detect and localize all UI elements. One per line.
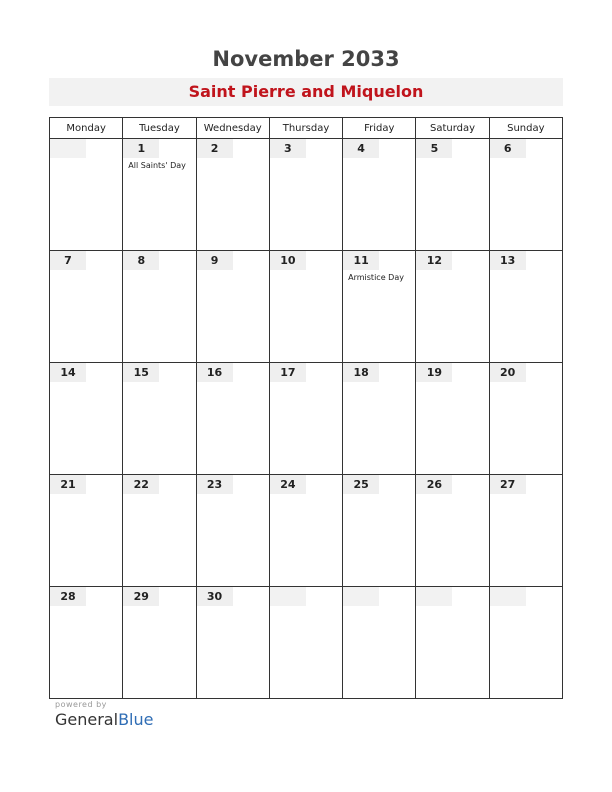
day-number: 14 [50,363,86,382]
weekday-friday: Friday [343,118,416,139]
day-cell [343,587,416,699]
day-cell [343,139,416,251]
calendar-grid [49,117,563,699]
powered-by-text: powered by [55,700,107,709]
day-cell [343,475,416,587]
day-cell [416,363,489,475]
day-number: 2 [197,139,233,158]
weekday-header-row [50,118,563,139]
day-cell [489,139,562,251]
day-cell [123,139,196,251]
day-number: 7 [50,251,86,270]
day-number: 1 [123,139,159,158]
day-number: 22 [123,475,159,494]
day-cell [416,139,489,251]
day-cell [196,363,269,475]
brand-blue: Blue [118,710,154,729]
day-number: 12 [416,251,452,270]
day-number: 19 [416,363,452,382]
day-cell [123,475,196,587]
day-number: 5 [416,139,452,158]
day-number: 20 [490,363,526,382]
day-cell [416,251,489,363]
day-cell [269,587,342,699]
day-cell [489,363,562,475]
day-cell [196,251,269,363]
weekday-thursday: Thursday [269,118,342,139]
day-number: 29 [123,587,159,606]
day-cell [196,475,269,587]
day-number: 27 [490,475,526,494]
weekday-wednesday: Wednesday [196,118,269,139]
day-cell [123,363,196,475]
day-cell [343,363,416,475]
country-name: Saint Pierre and Miquelon [49,78,563,106]
day-number: 16 [197,363,233,382]
day-cell [123,587,196,699]
day-number: 10 [270,251,306,270]
week-row [50,587,563,699]
day-number: 11 [343,251,379,270]
day-cell [50,475,123,587]
page-title: November 2033 [212,47,400,71]
day-number: 17 [270,363,306,382]
week-row [50,251,563,363]
day-cell [343,251,416,363]
day-cell [269,139,342,251]
holiday-label: Armistice Day [348,273,404,282]
day-number: 15 [123,363,159,382]
day-number [416,587,452,606]
weekday-monday: Monday [50,118,123,139]
brand-general: General [55,710,119,729]
day-cell [416,475,489,587]
day-cell [489,475,562,587]
day-number: 21 [50,475,86,494]
day-number [490,587,526,606]
day-number [270,587,306,606]
day-cell [489,587,562,699]
day-number: 24 [270,475,306,494]
day-cell [269,251,342,363]
day-number: 25 [343,475,379,494]
day-cell [489,251,562,363]
day-number: 8 [123,251,159,270]
day-cell [50,363,123,475]
day-number [50,139,86,158]
weekday-tuesday: Tuesday [123,118,196,139]
day-number: 13 [490,251,526,270]
day-cell [50,251,123,363]
day-cell [50,587,123,699]
week-row [50,139,563,251]
footer [55,700,153,729]
day-cell [269,475,342,587]
day-number: 9 [197,251,233,270]
day-cell [196,587,269,699]
day-cell [416,587,489,699]
day-number: 4 [343,139,379,158]
day-number: 3 [270,139,306,158]
weekday-saturday: Saturday [416,118,489,139]
day-number: 26 [416,475,452,494]
day-cell [50,139,123,251]
week-row [50,475,563,587]
week-row [50,363,563,475]
day-number: 23 [197,475,233,494]
day-number: 30 [197,587,233,606]
day-cell [269,363,342,475]
holiday-label: All Saints' Day [128,161,186,170]
day-number: 18 [343,363,379,382]
day-cell [123,251,196,363]
weekday-sunday: Sunday [489,118,562,139]
day-cell [196,139,269,251]
day-number: 28 [50,587,86,606]
day-number [343,587,379,606]
day-number: 6 [490,139,526,158]
brand-logo[interactable] [55,710,153,729]
